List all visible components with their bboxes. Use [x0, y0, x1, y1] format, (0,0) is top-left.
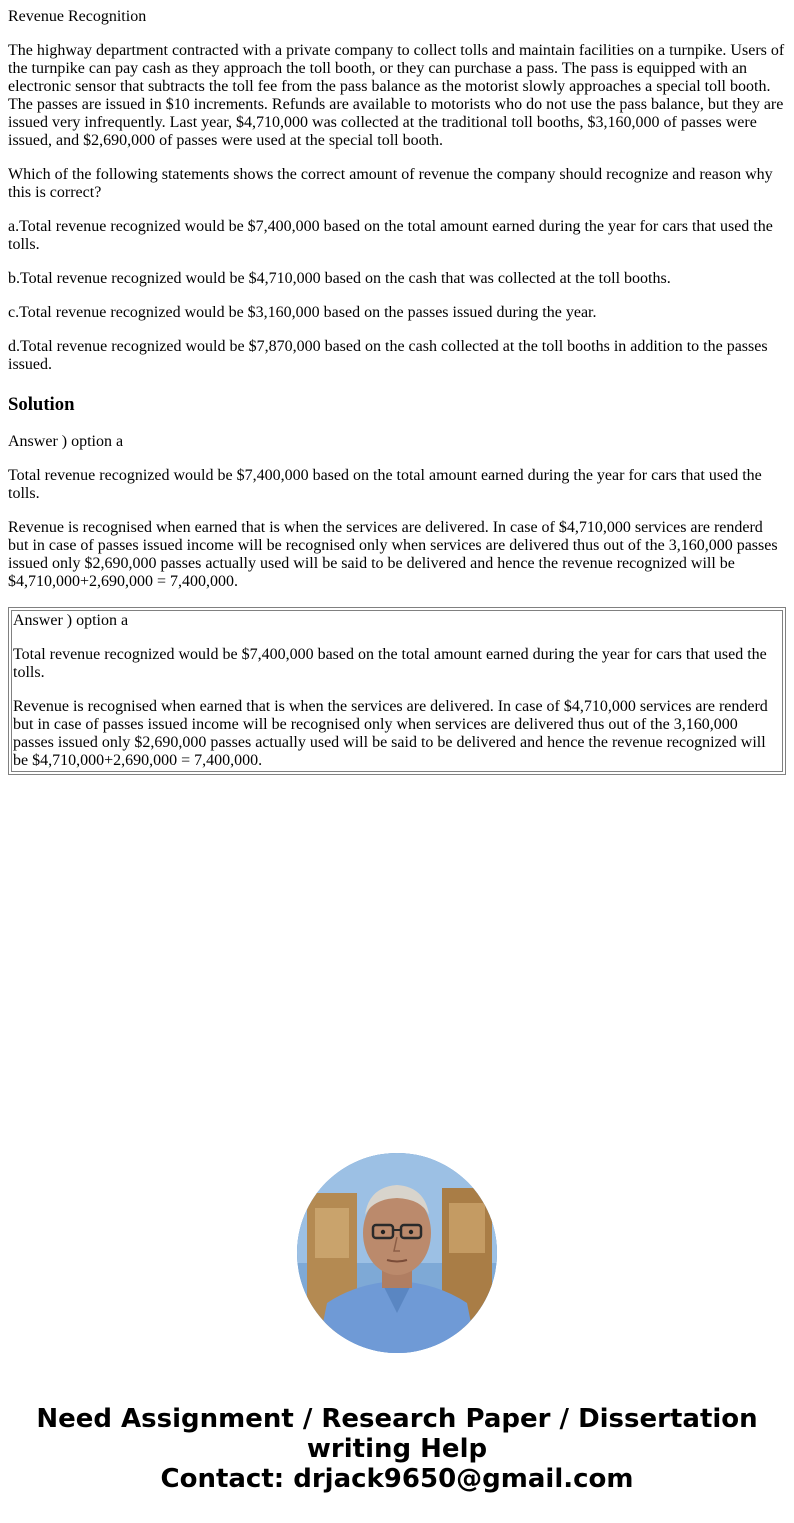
question-prompt: Which of the following statements shows the correct amount of revenue the company should recognize and reason why this is correct? [8, 166, 773, 201]
author-portrait-image [297, 1153, 497, 1353]
author-avatar [297, 1153, 497, 1353]
answer-box [8, 607, 786, 775]
question-title: Revenue Recognition [8, 8, 147, 25]
promo-contact: Contact: drjack9650@gmail.com [160, 1464, 634, 1494]
promo-line-2: writing Help [306, 1434, 488, 1464]
question-body: The highway department contracted with a private company to collect tolls and maintain facilities on a turnpike. Users of the turnpike can pay cash as they approach the toll booth, or they can purchase a pass. The pass is equipped with an electronic sensor that subtracts the toll fee from the pass balance as the motorist slowly approaches a special toll booth. The passes are issued in $10 increments. Refunds are available to motorists who do not use the pass balance, but they are issued very infrequently. Last year, $4,710,000 was collected at the traditional toll booths, $3,160,000 of passes were issued, and $2,690,000 of passes were used at the special toll booth. [8, 42, 785, 149]
solution-heading: Solution [8, 394, 75, 415]
promo-line-1: Need Assignment / Research Paper / Dissertation [36, 1404, 758, 1434]
answer-box-statement: Total revenue recognized would be $7,400,000 based on the total amount earned during the year for cars that used the tolls. [13, 646, 767, 681]
promo-banner [0, 1404, 794, 1494]
option-a: a.Total revenue recognized would be $7,400,000 based on the total amount earned during the year for cars that used the tolls. [8, 218, 773, 253]
solution-answer: Answer ) option a [8, 433, 124, 450]
option-c: c.Total revenue recognized would be $3,160,000 based on the passes issued during the year. [8, 304, 597, 321]
answer-box-answer: Answer ) option a [13, 612, 129, 629]
option-d: d.Total revenue recognized would be $7,870,000 based on the cash collected at the toll booths in addition to the passes issued. [8, 338, 768, 373]
option-b: b.Total revenue recognized would be $4,710,000 based on the cash that was collected at the toll booths. [8, 270, 671, 287]
solution-statement: Total revenue recognized would be $7,400,000 based on the total amount earned during the year for cars that used the tolls. [8, 467, 762, 502]
document-content [8, 8, 786, 775]
answer-box-explanation: Revenue is recognised when earned that is when the services are delivered. In case of $4,710,000 services are renderd but in case of passes issued income will be recognised only when services are delivered thus out of the 3,160,000 passes issued only $2,690,000 passes actually used will be said to be delivered and hence the revenue recognized will be $4,710,000+2,690,000 = 7,400,000. [13, 698, 768, 769]
solution-explanation: Revenue is recognised when earned that is when the services are delivered. In case of $4,710,000 services are renderd but in case of passes issued income will be recognised only when services are delivered thus out of the 3,160,000 passes issued only $2,690,000 passes actually used will be said to be delivered and hence the revenue recognized will be $4,710,000+2,690,000 = 7,400,000. [8, 519, 778, 590]
answer-box-cell [11, 610, 783, 772]
